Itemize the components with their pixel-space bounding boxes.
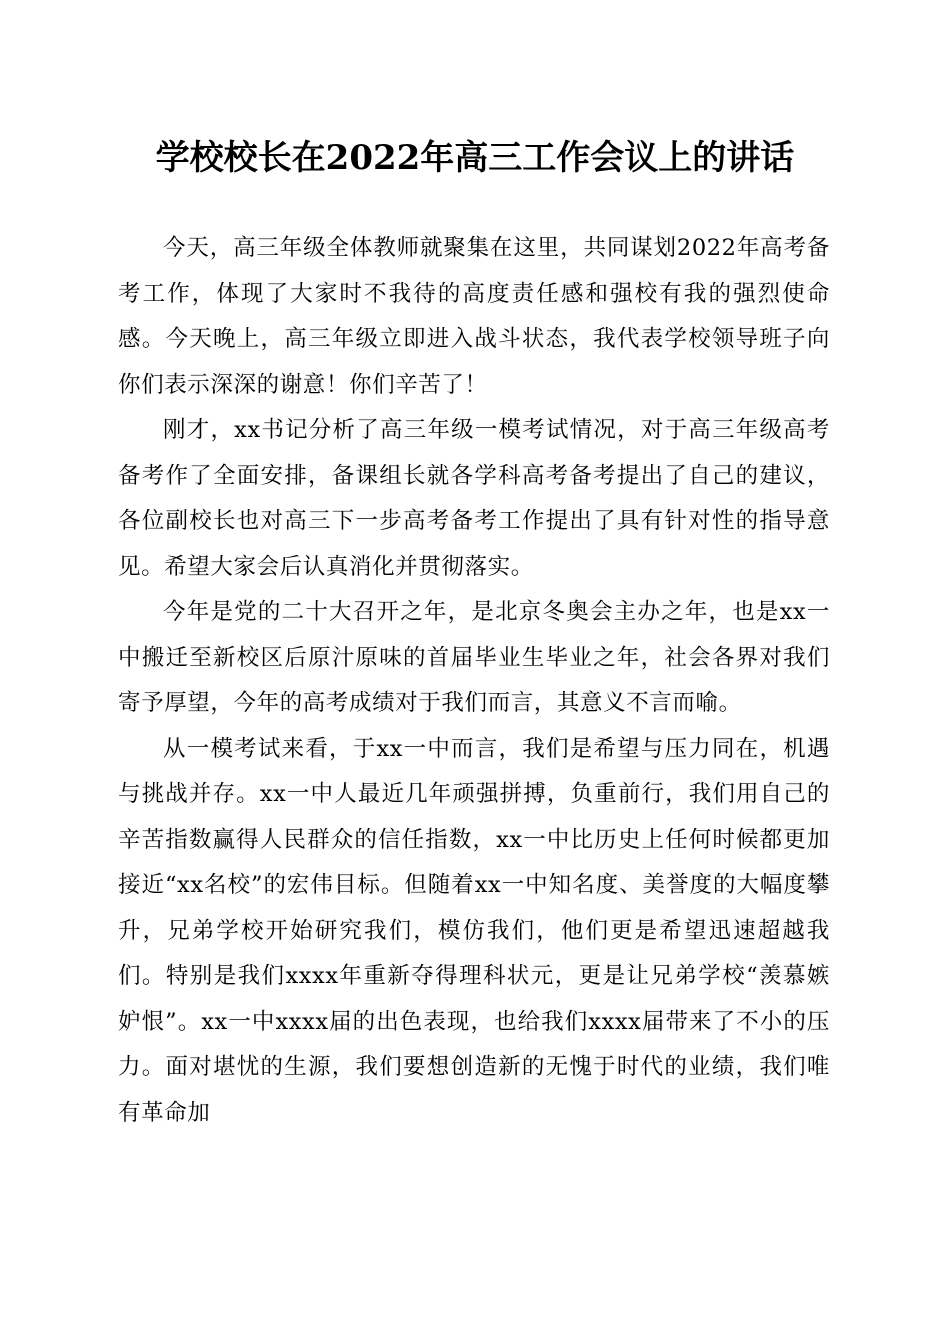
document-body	[118, 226, 830, 1136]
paragraph-2: 刚才，xx书记分析了高三年级一模考试情况，对于高三年级高考备考作了全面安排，备课组长就各学科高考备考提出了自己的建议，各位副校长也对高三下一步高考备考工作提出了具有针对性的指导意见。希望大家会后认真消化并贯彻落实。	[118, 417, 830, 580]
document-title: 学校校长在2022年高三工作会议上的讲话	[155, 138, 795, 178]
paragraph-1: 今天，高三年级全体教师就聚集在这里，共同谋划2022年高考备考工作，体现了大家时不我待的高度责任感和强校有我的强烈使命感。今天晚上，高三年级立即进入战斗状态，我代表学校领导班子向你们表示深深的谢意！你们辛苦了！	[118, 235, 830, 398]
paragraph-4: 从一模考试来看，于xx一中而言，我们是希望与压力同在，机遇与挑战并存。xx一中人最近几年顽强拼搏，负重前行，我们用自己的辛苦指数赢得人民群众的信任指数，xx一中比历史上任何时候都更加接近“xx名校”的宏伟目标。但随着xx一中知名度、美誉度的大幅度攀升，兄弟学校开始研究我们，模仿我们，他们更是希望迅速超越我们。特别是我们xxxx年重新夺得理科状元，更是让兄弟学校“羡慕嫉妒恨”。xx一中xxxx届的出色表现，也给我们xxxx届带来了不小的压力。面对堪忧的生源，我们要想创造新的无愧于时代的业绩，我们唯有革命加	[118, 735, 830, 1126]
paragraph-3: 今年是党的二十大召开之年，是北京冬奥会主办之年，也是xx一中搬迁至新校区后原汁原味的首届毕业生毕业之年，社会各界对我们寄予厚望，今年的高考成绩对于我们而言，其意义不言而喻。	[118, 599, 830, 716]
